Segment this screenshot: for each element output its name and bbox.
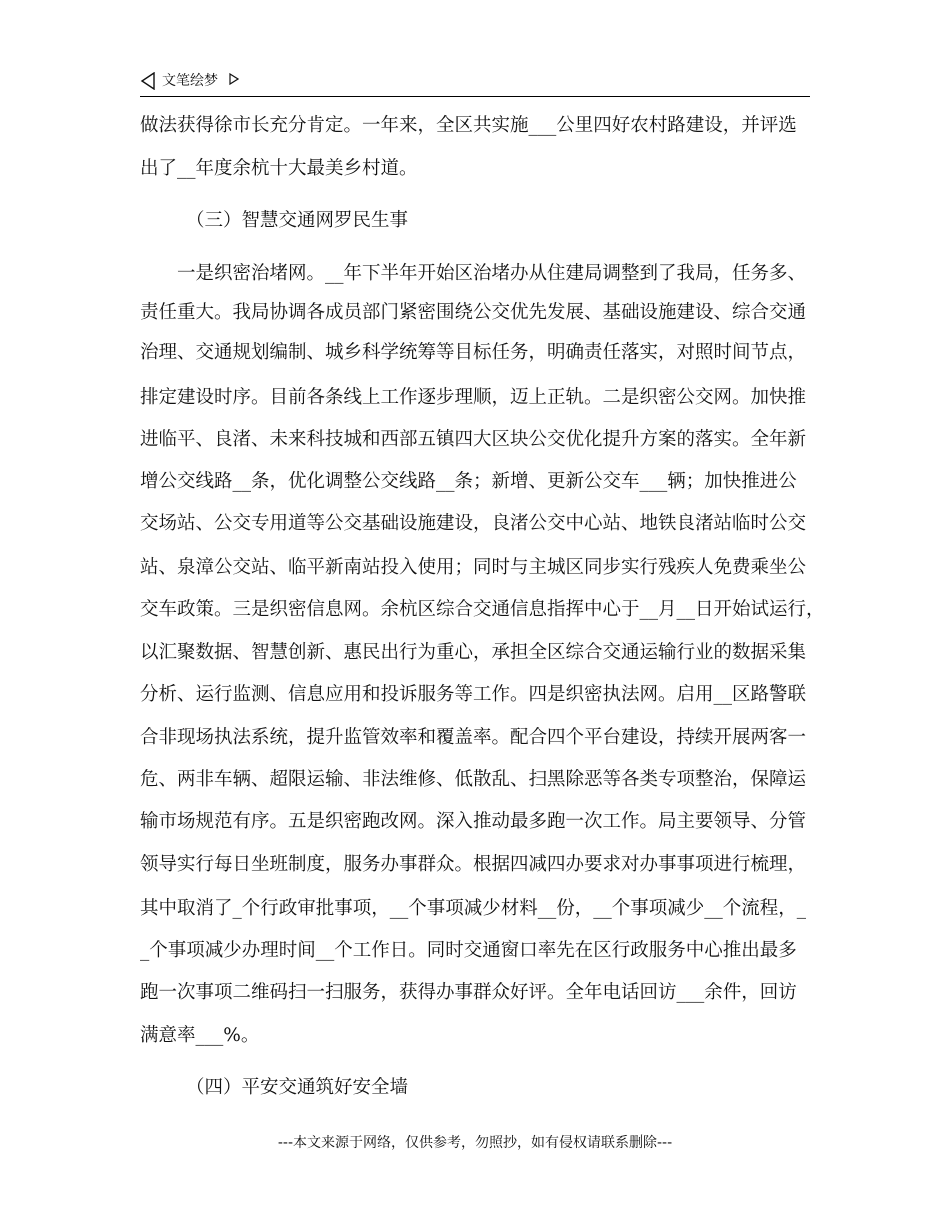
page-header	[140, 70, 810, 97]
section-heading: （四）平安交通筑好安全墙	[186, 1077, 409, 1098]
triangle-left-icon	[140, 72, 156, 90]
text-line: 合非现场执法系统，提升监管效率和覆盖率。配合四个平台建设，持续开展两客一	[140, 727, 807, 748]
text-line: 做法获得徐市长充分肯定。一年来，全区共实施___公里四好农村路建设，并评选	[140, 115, 797, 136]
text-line: 站、泉漳公交站、临平新南站投入使用；同时与主城区同步实行残疾人免费乘坐公	[140, 557, 807, 578]
text-line: 交车政策。三是织密信息网。余杭区综合交通信息指挥中心于__月__日开始试运行，	[140, 599, 825, 620]
header-brand: 文笔绘梦	[162, 73, 218, 89]
text-line: 责任重大。我局协调各成员部门紧密围绕公交优先发展、基础设施建设、综合交通	[140, 302, 807, 323]
triangle-right-icon	[229, 72, 239, 86]
text-line: 治理、交通规划编制、城乡科学统筹等目标任务，明确责任落实，对照时间节点，	[140, 342, 807, 363]
text-line: 危、两非车辆、超限运输、非法维修、低散乱、扫黑除恶等各类专项整治，保障运	[140, 769, 807, 790]
text-line: 分析、运行监测、信息应用和投诉服务等工作。四是织密执法网。启用__区路警联	[140, 684, 807, 705]
text-line: 增公交线路__条，优化调整公交线路__条；新增、更新公交车___辆；加快推进公	[140, 471, 797, 492]
text-line: 排定建设时序。目前各条线上工作逐步理顺，迈上正轨。二是织密公交网。加快推	[140, 387, 807, 408]
text-line: 交场站、公交专用道等公交基础设施建设，良渚公交中心站、地铁良渚站临时公交	[140, 513, 807, 534]
text-line: _个事项减少办理时间__个工作日。同时交通窗口率先在区行政服务中心推出最多	[140, 940, 797, 961]
text-line: 输市场规范有序。五是织密跑改网。深入推动最多跑一次工作。局主要领导、分管	[140, 811, 807, 832]
text-line: 出了__年度余杭十大最美乡村道。	[140, 158, 418, 179]
text-line: 跑一次事项二维码扫一扫服务，获得办事群众好评。全年电话回访___余件，回访	[140, 982, 797, 1003]
text-line: 以汇聚数据、智慧创新、惠民出行为重心，承担全区综合交通运输行业的数据采集	[140, 642, 807, 663]
text-line: 领导实行每日坐班制度，服务办事群众。根据四减四办要求对办事事项进行梳理，	[140, 854, 807, 875]
text-line: 其中取消了_个行政审批事项，__个事项减少材料__份，__个事项减少__个流程，_	[140, 898, 807, 919]
text-line: 一是织密治堵网。__年下半年开始区治堵办从住建局调整到了我局，任务多、	[177, 263, 807, 284]
text-line: 进临平、良渚、未来科技城和西部五镇四大区块公交优化提升方案的落实。全年新	[140, 429, 807, 450]
section-heading: （三）智慧交通网罗民生事	[186, 210, 409, 231]
footer-notice: ---本文来源于网络，仅供参考，勿照抄，如有侵权请联系删除---	[277, 1135, 673, 1151]
text-line: 满意率___%。	[140, 1025, 260, 1046]
